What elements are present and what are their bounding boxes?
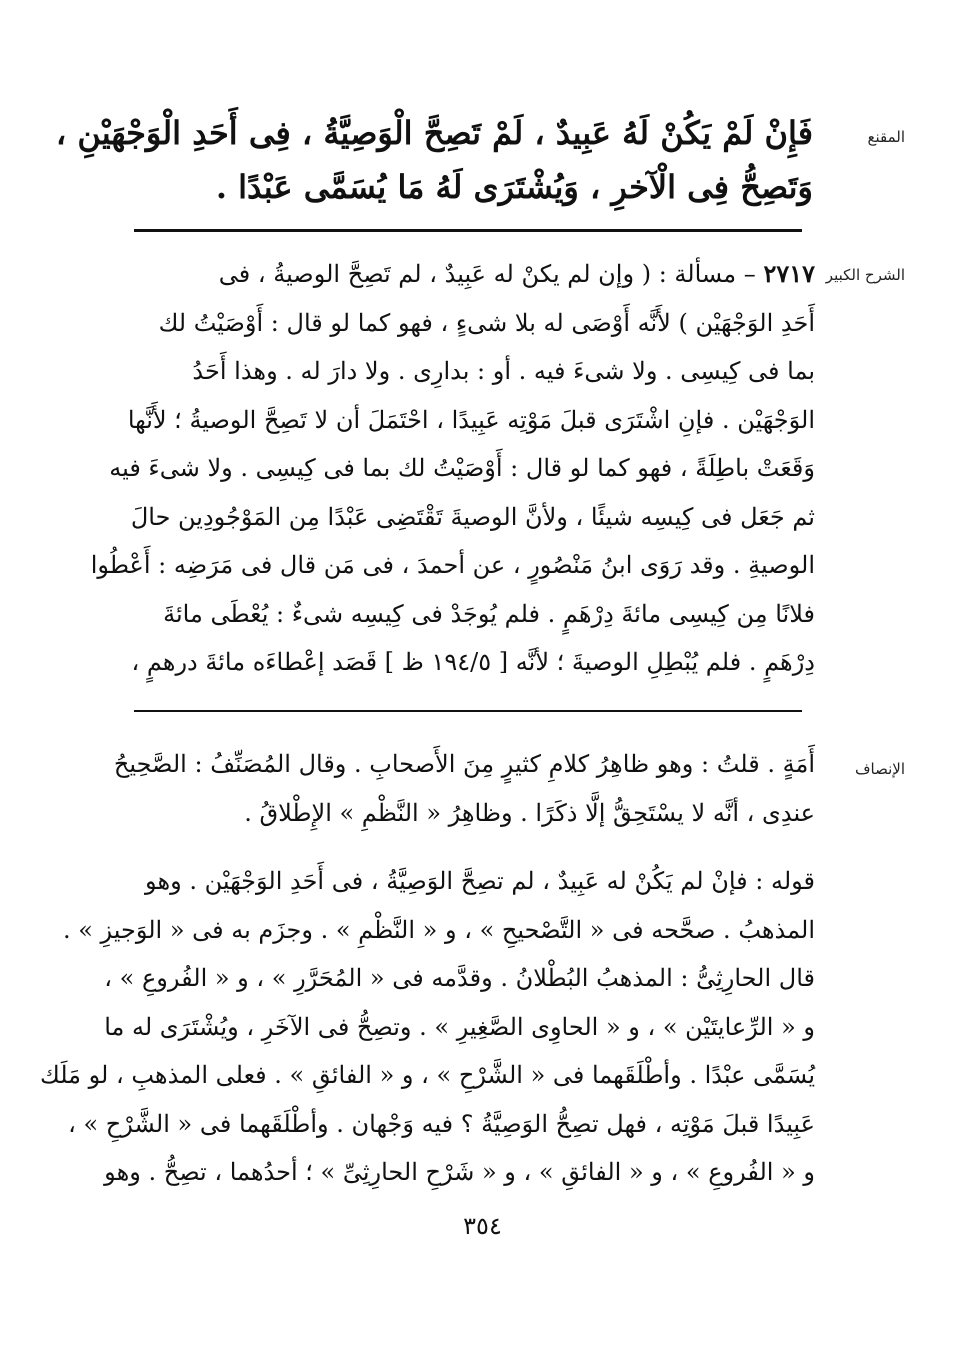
insaf-line-6: عَبِيدًا قبلَ مَوْتِه ، فهل تصِحُّ الوَصِيَّةُ ؟ فيه وَجْهان . وأطْلَقَهما فى « الشَّرْحِ » ، — [68, 1109, 815, 1138]
insaf-main-text — [39, 857, 815, 1197]
sharh-text — [90, 250, 815, 687]
sharh-line-2: أَحَدِ الوَجْهَيْن ) لأَنَّه أَوْصَى له بلا شىءٍ ، فهو كما لو قال : أَوْصَيْتُ لك — [158, 308, 815, 337]
sharh-margin-label: الشرح الكبير — [825, 266, 905, 284]
insaf-top-text — [113, 740, 815, 837]
page-number: ٣٥٤ — [463, 1212, 502, 1240]
insaf-line-7: و « الفُروعِ » ، و « الفائقِ » ، و « شَرْحِ الحارِثِىِّ » ؛ أحدُهما ، تصِحُّ . وهو — [104, 1158, 815, 1186]
sharh-line-1-text: – مسألة : ( وإن لم يكنْ له عَبِيدٌ ، لم تَصِحَّ الوصيةُ ، فى — [218, 260, 756, 288]
insaf-line-3: قال الحارِثِىُّ : المذهبُ البُطْلانُ . وقدَّمه فى « المُحَرَّرِ » ، و « الفُروعِ » ، — [104, 964, 815, 992]
insaf-top-line-1: أَمَةٍ . قلتُ : وهو ظاهِرُ كلامِ كثيرٍ مِنَ الأَصحابِ . وقال المُصَنِّفُ : الصَّحِيحُ — [113, 750, 815, 778]
sharh-line-1 — [135, 250, 815, 299]
sharh-line-7: الوصيةِ . وقد رَوَى ابنُ مَنْصُورٍ ، عن أحمدَ ، فى مَن قال فى مَرَضِه : أَعْطُوا — [90, 551, 815, 579]
section-divider-2 — [134, 710, 802, 712]
sharh-line-3: بما فى كِيسِى . ولا شىءَ فيه . أو : بدارِى . ولا دارَ له . وهذا أَحَدُ — [192, 357, 815, 385]
muqni-line-2: وَتَصِحُّ فِى الْآخرِ ، وَيُشْتَرَى لَهُ مَا يُسَمَّى عَبْدًا . — [215, 168, 813, 206]
muqni-margin-label: المقنع — [867, 128, 905, 146]
insaf-line-5: يُسَمَّى عبْدًا . وأطْلَقَهما فى « الشَّرْحِ » ، و « الفائقِ » . فعلى المذهبِ ، لو مَلَك — [39, 1061, 815, 1089]
insaf-line-1: قوله : فإنْ لم يَكُنْ له عَبِيدٌ ، لم تصِحَّ الوَصِيَّةُ ، فى أَحَدِ الوَجْهَيْن . وهو — [145, 867, 815, 895]
sharh-line-5: وَقَعَتْ باطِلَةً ، فهو كما لو قال : أَوْصَيْتُ لك بما فى كِيسِى . ولا شىءَ فيه — [109, 454, 815, 482]
issue-number: ٢٧١٧ — [763, 259, 815, 288]
insaf-line-2: المذهبُ . صحَّحه فى « التَّصْحيحِ » ، و « النَّظْمِ » . وجزَم به فى « الوَجيزِ » . — [62, 915, 815, 944]
insaf-top-line-2: عندِى ، أنَّه لا يسْتَحِقُّ إلَّا ذكَرًا . وظاهِرُ « النَّظْمِ » الإِطْلاقُ . — [244, 798, 815, 827]
section-divider-1 — [134, 229, 802, 232]
sharh-line-9: دِرْهَمٍ . فلم يُبْطِلِ الوصيةَ ؛ لأنَّه [ ١٩٤/٥ ظ ] قَصَد إعْطاءَه مائةَ درهمٍ ، — [131, 648, 815, 676]
sharh-line-6: ثم جَعَل فى كِيسِه شيئًا ، ولأنَّ الوصيةَ تَقْتَضِى عَبْدًا مِن المَوْجُودِين حالَ — [130, 502, 815, 531]
sharh-line-4: الوَجْهَيْن . فإنِ اشْتَرَى قبلَ مَوْتِه عَبِيدًا ، احْتَمَلَ أن لا تَصِحَّ الوصيةُ ؛ لأَنَّها — [127, 405, 815, 434]
insaf-line-4: و « الرِّعايتَيْن » ، و « الحاوِى الصَّغِيرِ » . وتصِحُّ فى الآخَرِ ، ويُشْتَرَى له ما — [104, 1012, 815, 1041]
insaf-margin-label: الإنصاف — [854, 760, 905, 778]
sharh-line-8: فلانًا مِن كِيسِى مائةَ دِرْهَمٍ . فلم يُوجَدْ فى كِيسِه شىءٌ : يُعْطَى مائةَ — [163, 599, 815, 628]
muqni-text — [55, 106, 813, 214]
muqni-line-1: فَإِنْ لَمْ يَكُنْ لَهُ عَبِيدٌ ، لَمْ تَصِحَّ الْوَصِيَّةُ ، فِى أَحَدِ الْوَجْهَيْنِ ، — [55, 114, 813, 152]
